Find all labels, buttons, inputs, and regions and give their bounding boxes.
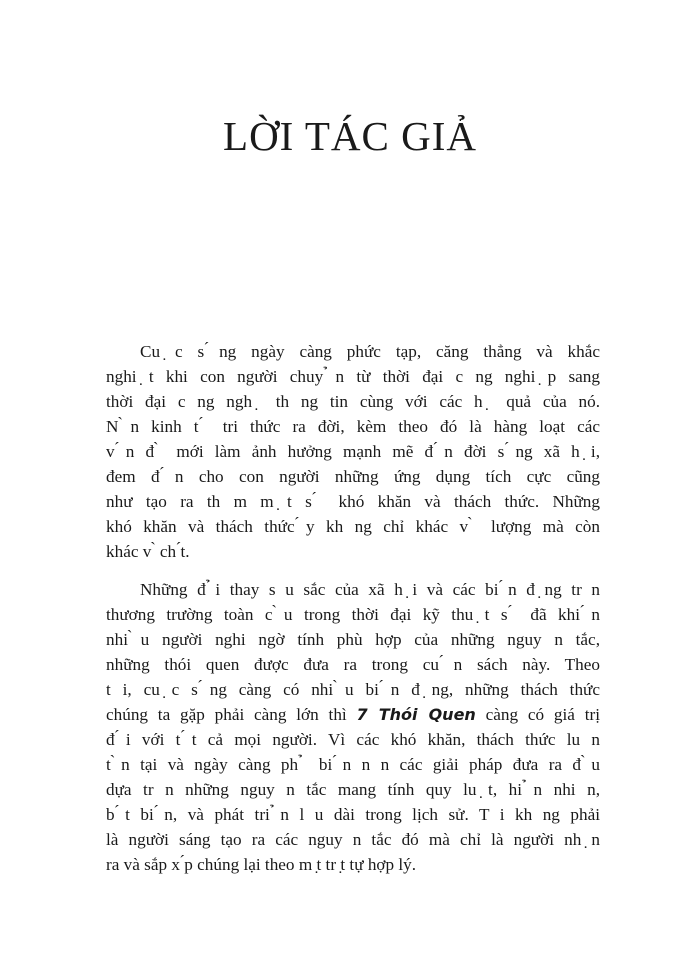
text-line: t i, cu ̣c s ́ng càng có nhi ̀u bi ́n đ ̣ng, những thách thức bbox=[106, 680, 600, 699]
text-line: đem đ ́n cho con người những ứng dụng tích cực cũng bbox=[106, 467, 600, 486]
book-title: 7 Thói Quen bbox=[356, 705, 476, 724]
text-line: v ́n đ ̀ mới làm ảnh hưởng mạnh mẽ đ ́n đời s ́ng xã h ̣i, bbox=[106, 442, 600, 461]
text-before: chúng ta gặp phải càng lớn thì bbox=[106, 705, 357, 724]
text-line: thương trường toàn c ̀u trong thời đại kỹ thu ̣t s ́ đã khi ́n bbox=[106, 605, 600, 624]
text-line: dựa tr n những nguy n tắc mang tính quy lu ̣t, hi ̉n nhi n, bbox=[106, 780, 600, 799]
paragraph-2 bbox=[106, 577, 600, 877]
text-line: thời đại c ng ngh ̣ th ng tin cùng với các h ̣ quả của nó. bbox=[106, 392, 600, 411]
text-line-emphasis bbox=[106, 702, 600, 727]
text-line: b ́t bi ́n, và phát tri ̉n l u dài trong lịch sử. T i kh ng phải bbox=[106, 805, 600, 824]
text-line: ra và sắp x ́p chúng lại theo m ̣t tr ̣t tự hợp lý. bbox=[106, 855, 417, 874]
text-line: nhi ̀u người nghi ngờ tính phù hợp của những nguy n tắc, bbox=[106, 630, 600, 649]
text-after: càng có giá trị bbox=[475, 705, 600, 724]
text-line: khó khăn và thách thức ́y kh ng chỉ khác v ̀ lượng mà còn bbox=[106, 517, 600, 536]
text-line: N ̀n kinh t ́ tri thức ra đời, kèm theo đó là hàng loạt các bbox=[106, 417, 600, 436]
paragraph-1 bbox=[106, 339, 600, 564]
text-line: nghi ̣t khi con người chuy ̉n từ thời đại c ng nghi ̣p sang bbox=[106, 367, 600, 386]
text-line: t ̀n tại và ngày càng ph ̉ bi ́n n n các giải pháp đưa ra đ ̀u bbox=[106, 755, 600, 774]
text-line: những thói quen được đưa ra trong cu ́n sách này. Theo bbox=[106, 655, 600, 674]
page-title: LỜI TÁC GIẢ bbox=[223, 113, 477, 159]
text-line: khác v ̀ ch ́t. bbox=[106, 542, 190, 561]
text-line: Cu ̣c s ́ng ngày càng phức tạp, căng thẳng và khắc bbox=[140, 342, 600, 361]
text-line: là người sáng tạo ra các nguy n tắc đó mà chỉ là người nh ̣n bbox=[106, 830, 600, 849]
text-line: Những đ ̉i thay s u sắc của xã h ̣i và các bi ́n đ ̣ng tr n bbox=[140, 580, 600, 599]
text-line: như tạo ra th m m ̣t s ́ khó khăn và thách thức. Những bbox=[106, 492, 600, 511]
text-line: đ ́i với t ́t cả mọi người. Vì các khó khăn, thách thức lu n bbox=[106, 730, 600, 749]
preface-body bbox=[106, 339, 600, 890]
